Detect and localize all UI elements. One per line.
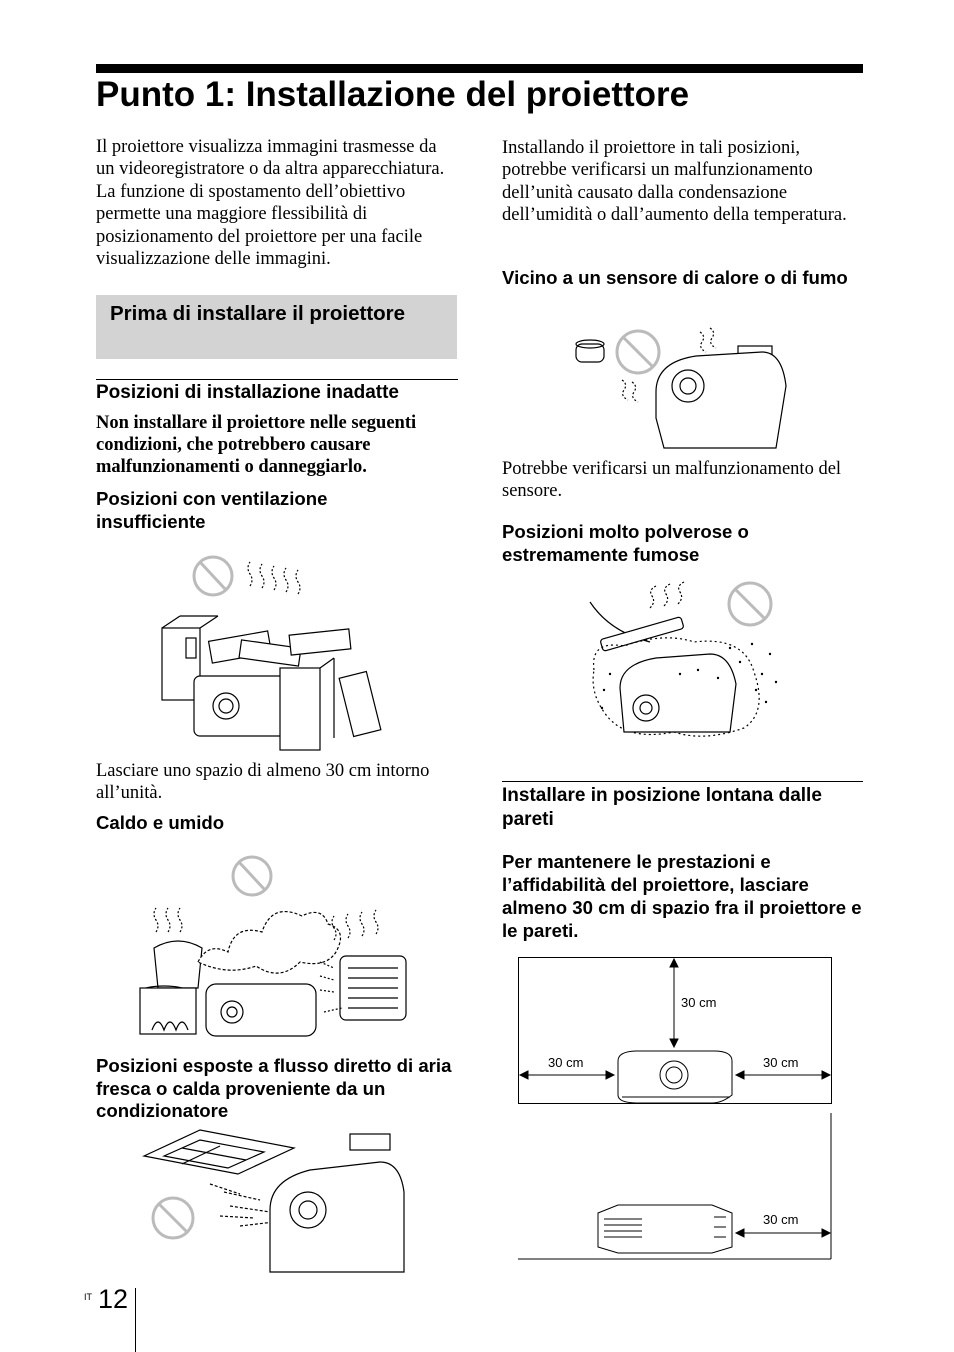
- section-header: [96, 295, 457, 359]
- clearance-top-label: 30 cm: [681, 995, 717, 1010]
- aircon-title: Posizioni esposte a flusso diretto di aria fresca o calda proveniente da un condizionatore: [96, 1055, 452, 1121]
- footer-rule: [135, 1288, 136, 1352]
- smoke-sensor-illustration: [570, 322, 800, 454]
- ventilation-note: Lasciare uno spazio di almeno 30 cm intorno all’unità.: [96, 761, 430, 804]
- smoke-sensor-title: Vicino a un sensore di calore o di fumo: [502, 267, 848, 288]
- page-number-value: 12: [98, 1284, 129, 1314]
- ventilation-illustration: [150, 548, 400, 753]
- aircon-illustration: [140, 1126, 410, 1272]
- walls-note: Per mantenere le prestazioni e l’affidabilità del proiettore, lasciare almeno 30 cm di spazio fra il proiettore e le pareti.: [502, 851, 862, 941]
- walls-heading: Installare in posizione lontana dalle pareti: [502, 785, 822, 830]
- dusty-illustration: [580, 578, 790, 738]
- dusty-title: Posizioni molto polverose o estremamente fumose: [502, 521, 749, 565]
- language-code: IT: [84, 1292, 92, 1302]
- intro-paragraph-1: Il proiettore visualizza immagini trasmesse da un videoregistratore o da altra apparecchiatura.: [96, 137, 445, 180]
- section-title: Prima di installare il proiettore: [110, 302, 406, 325]
- unsuitable-warning: Non installare il proiettore nelle seguenti condizioni, che potrebbero causare malfunzionamenti o danneggiarlo.: [96, 413, 417, 477]
- intro-paragraph-2: La funzione di spostamento dell’obiettivo permette una maggiore flessibilità di posizionamento del proiettore per una facile visualizzazione delle immagini.: [96, 181, 423, 270]
- clearance-side-label: 30 cm: [763, 1212, 799, 1227]
- heading-rule: [96, 379, 458, 380]
- smoke-sensor-note: Potrebbe verificarsi un malfunzionamento del sensore.: [502, 459, 842, 502]
- clearance-left-label: 30 cm: [548, 1055, 584, 1070]
- hot-humid-illustration: [136, 852, 416, 1042]
- right-intro-paragraph: Installando il proiettore in tali posizioni, potrebbe verificarsi un malfunzionamento dell’unità causato dalla condensazione dell’umidità o dall’aumento della temperatura.: [502, 138, 847, 226]
- page-title: Punto 1: Installazione del proiettore: [96, 75, 690, 114]
- walls-heading-rule: [502, 781, 863, 782]
- unsuitable-heading: Posizioni di installazione inadatte: [96, 382, 399, 403]
- hot-humid-title: Caldo e umido: [96, 812, 225, 833]
- intro-text: [96, 136, 458, 270]
- ventilation-title: Posizioni con ventilazione insufficiente: [96, 488, 328, 532]
- clearance-right-label: 30 cm: [763, 1055, 799, 1070]
